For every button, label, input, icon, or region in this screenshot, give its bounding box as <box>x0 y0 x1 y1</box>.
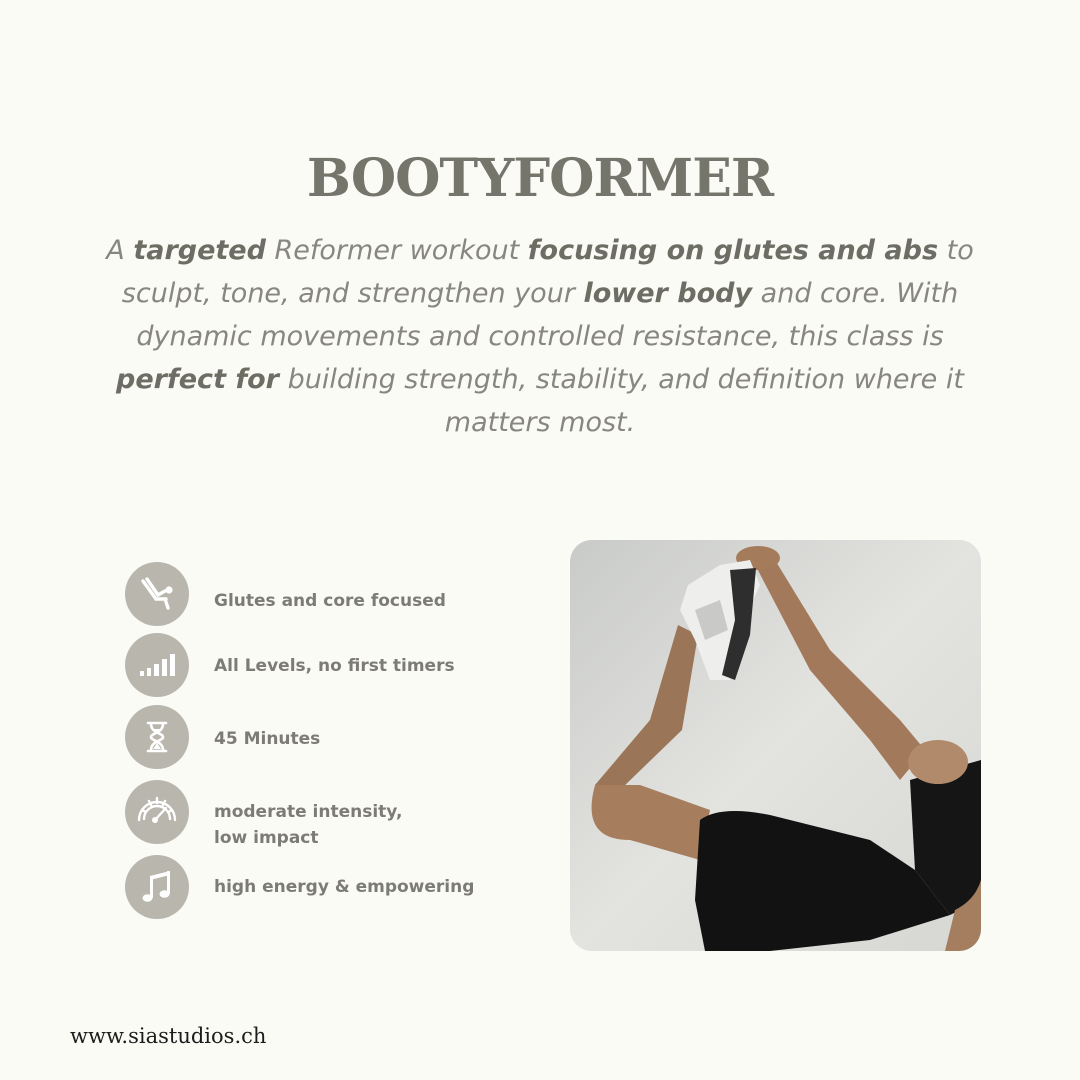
music-note-icon <box>125 855 189 919</box>
hourglass-icon <box>125 705 189 769</box>
pilates-pose-icon <box>125 562 189 626</box>
speedometer-icon <box>125 780 189 844</box>
feature-text-vibe: high energy & empowering <box>214 877 475 897</box>
feature-text-focus: Glutes and core focused <box>214 591 446 611</box>
page-title: BOOTYFORMER <box>306 148 774 209</box>
feature-text-duration: 45 Minutes <box>214 729 321 749</box>
class-description: A targeted Reformer workout focusing on glutes and abs to sculpt, tone, and strengthen your lower body and core. With dynamic movements and controlled resistance, this class is perfect for building strength, stability, and definition where it matters most. <box>106 235 974 438</box>
feature-text-intensity: moderate intensity, low impact <box>214 802 403 848</box>
signal-bars-icon <box>125 633 189 697</box>
feature-text-level: All Levels, no first timers <box>214 656 455 676</box>
website-link[interactable]: www.siastudios.ch <box>70 1024 267 1048</box>
class-photo <box>570 540 981 951</box>
